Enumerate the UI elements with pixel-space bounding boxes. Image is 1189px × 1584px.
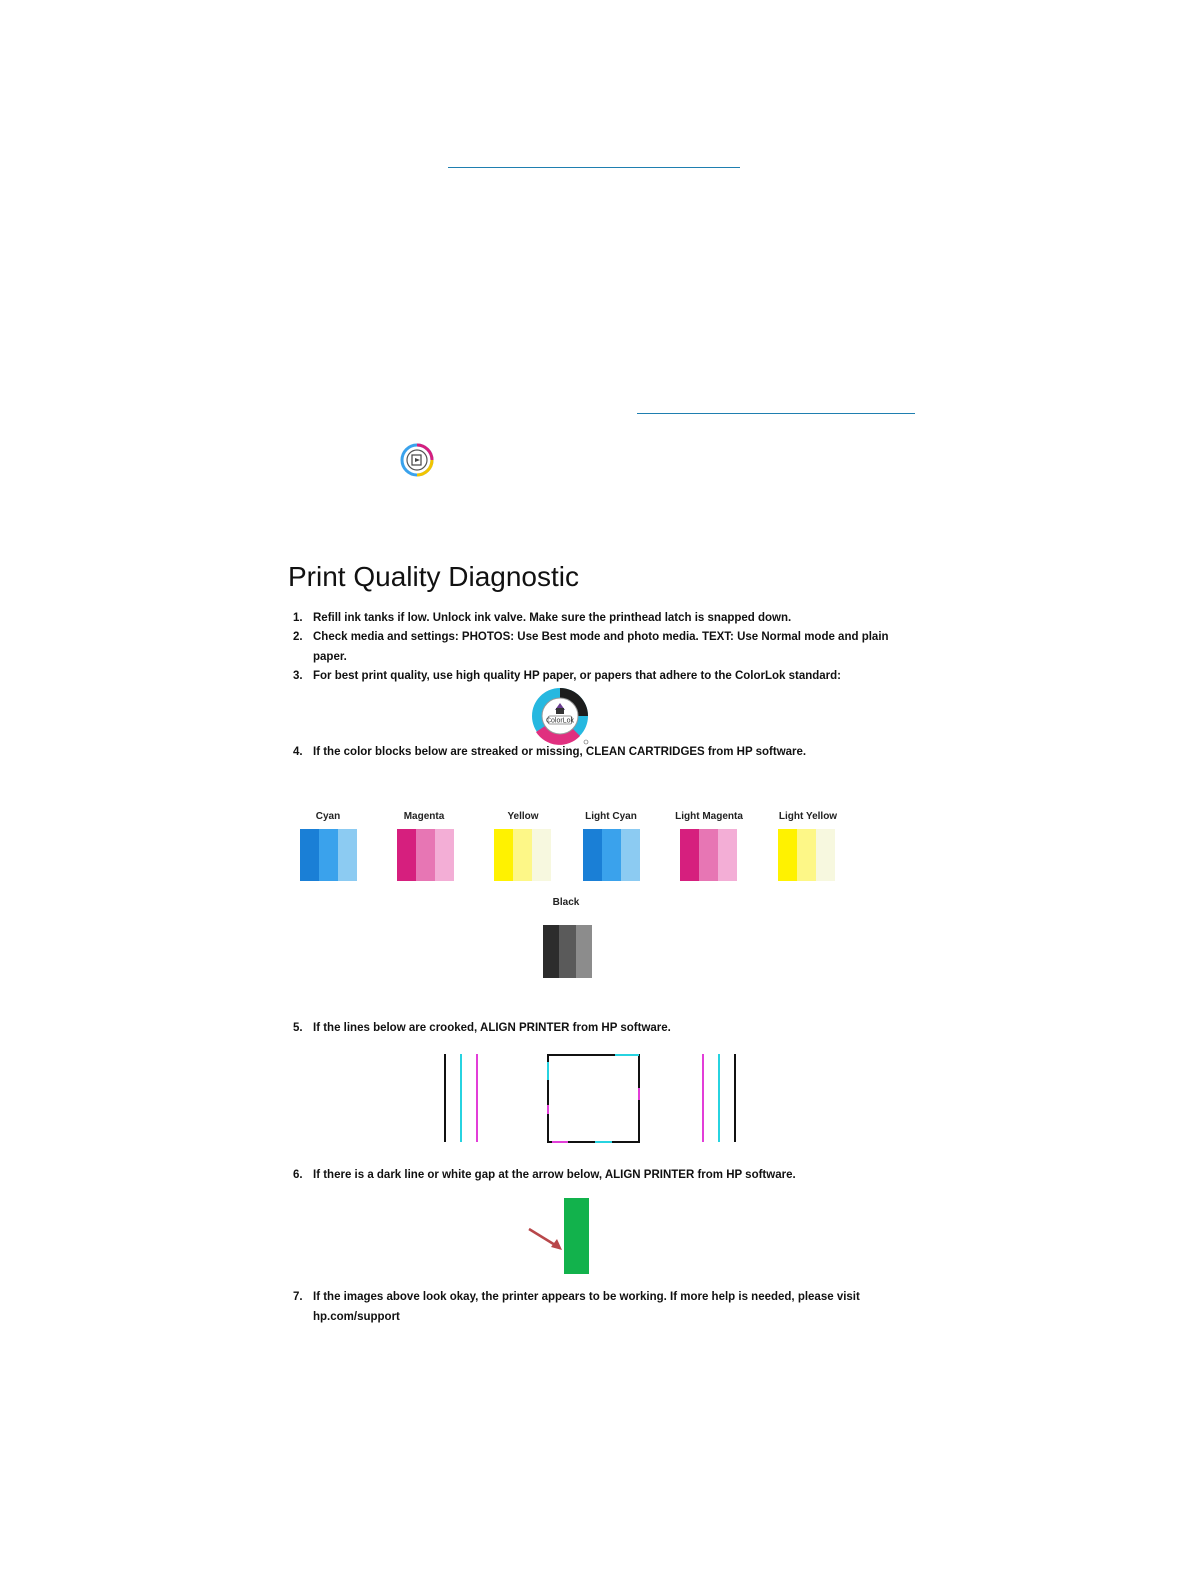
color-block-label: Light Cyan <box>585 811 637 822</box>
color-stripe <box>621 829 640 881</box>
color-stripe <box>532 829 551 881</box>
step-number: 1. <box>293 612 303 624</box>
step-text: If the images above look okay, the printer appears to be working. If more help is needed, please visit hp.com/support <box>313 1291 860 1323</box>
hp-smart-app-icon[interactable] <box>400 443 434 477</box>
page-title: Print Quality Diagnostic <box>288 561 580 592</box>
color-stripe <box>680 829 699 881</box>
step-number: 7. <box>293 1291 303 1303</box>
color-stripe <box>435 829 454 881</box>
green-test-bar <box>564 1198 589 1274</box>
black-block-label: Black <box>552 897 580 908</box>
step-text: If the color blocks below are streaked or missing, CLEAN CARTRIDGES from HP software. <box>313 746 807 758</box>
step-number: 4. <box>293 746 303 758</box>
color-block <box>397 829 454 881</box>
colorlok-logo-text: ColorLok <box>545 717 575 725</box>
color-stripe <box>718 829 737 881</box>
step-text: For best print quality, use high quality HP paper, or papers that adhere to the ColorLok standard: <box>313 670 842 682</box>
black-stripe <box>576 925 592 978</box>
color-stripe <box>816 829 835 881</box>
color-stripe <box>583 829 602 881</box>
color-block-label: Magenta <box>403 811 445 822</box>
step-number: 5. <box>293 1022 303 1034</box>
color-block <box>300 829 357 881</box>
color-stripe <box>797 829 816 881</box>
color-stripe <box>699 829 718 881</box>
color-stripe <box>416 829 435 881</box>
color-stripe <box>319 829 338 881</box>
color-stripe <box>778 829 797 881</box>
link-underline-top[interactable] <box>448 167 740 168</box>
color-block <box>680 829 737 881</box>
color-stripe <box>397 829 416 881</box>
color-stripe <box>494 829 513 881</box>
black-stripe <box>559 925 575 978</box>
black-block <box>543 925 592 978</box>
color-block <box>494 829 551 881</box>
color-block-label: Light Yellow <box>778 811 838 822</box>
step-text: If there is a dark line or white gap at the arrow below, ALIGN PRINTER from HP software. <box>313 1169 796 1181</box>
step-number: 2. <box>293 631 303 643</box>
color-stripe <box>602 829 621 881</box>
step-number: 3. <box>293 670 303 682</box>
color-block-label: Cyan <box>315 811 341 822</box>
step-text: Check media and settings: PHOTOS: Use Best mode and photo media. TEXT: Use Normal mode and plain paper. <box>313 631 889 663</box>
color-block <box>583 829 640 881</box>
color-stripe <box>513 829 532 881</box>
color-stripe <box>338 829 357 881</box>
color-stripe <box>300 829 319 881</box>
step-text: Refill ink tanks if low. Unlock ink valve. Make sure the printhead latch is snapped down. <box>313 612 792 624</box>
alignment-pattern <box>440 1050 740 1146</box>
arrow-gap-pattern <box>524 1196 594 1278</box>
color-block-label: Yellow <box>507 811 539 822</box>
color-block <box>778 829 835 881</box>
black-stripe <box>543 925 559 978</box>
step-number: 6. <box>293 1169 303 1181</box>
step-text: If the lines below are crooked, ALIGN PRINTER from HP software. <box>313 1022 671 1034</box>
color-block-label: Light Magenta <box>675 811 743 822</box>
link-underline-middle[interactable] <box>637 413 915 414</box>
colorlok-logo <box>528 686 592 746</box>
